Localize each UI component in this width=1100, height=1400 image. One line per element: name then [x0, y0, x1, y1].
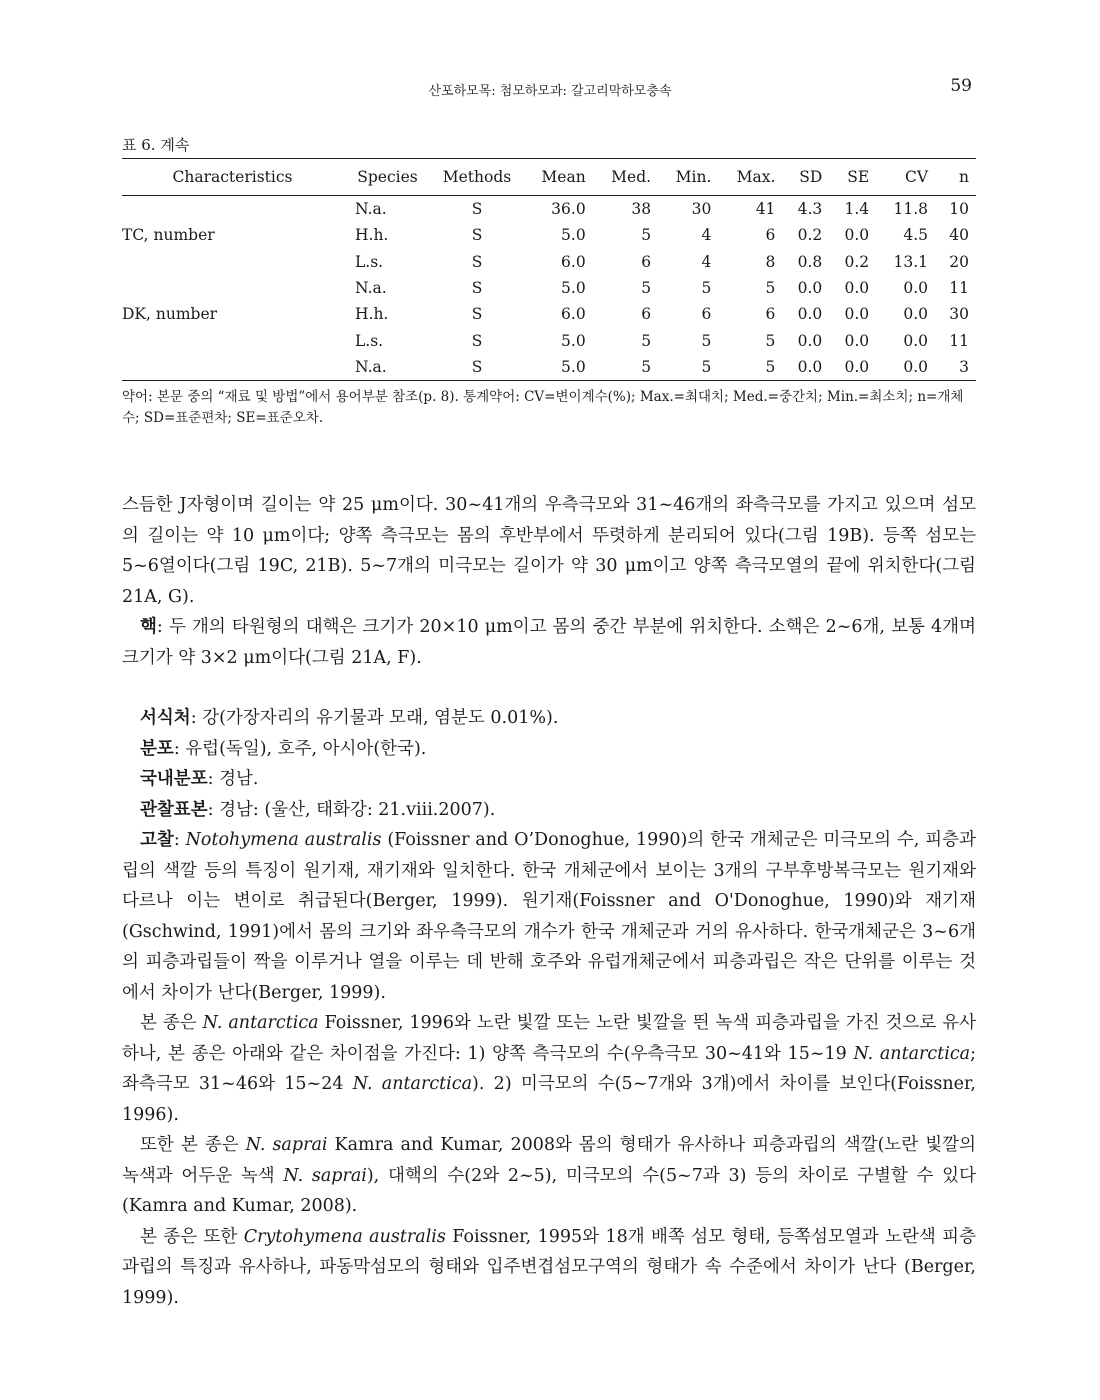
table-cell-mean: 36.0: [551, 200, 586, 219]
section-label: 서식처: [140, 708, 191, 728]
table-cell-max: 5: [765, 279, 776, 298]
paragraph-comparison-crytohymena: 본 종은 또한 Crytohymena australis Foissner, 1995와 18개 배쪽 섬모 형태, 등쪽섬모열과 노란색 피층과립의 특징과 유사하나, 파동막섬모의 형태와 입주변겹섬모구역의 형태가 속 수준에서 차이가 난다 (Berger, 1999).: [122, 1226, 976, 1308]
table-cell-cv: 4.5: [903, 226, 929, 245]
table-cell-sd: 0.0: [797, 305, 823, 324]
table-cell-med: 6: [641, 305, 652, 324]
table-cell-sd: 0.0: [782, 354, 829, 381]
table-cell-method: S: [471, 331, 483, 350]
table-cell-method: S: [471, 226, 483, 245]
page-number: 59: [950, 76, 972, 96]
table-cell-char: TC, number: [122, 226, 215, 245]
table-cell-se: 0.0: [844, 305, 870, 324]
table-cell-species: H.h.: [355, 305, 389, 324]
paragraph-specimens: 관찰표본: 경남: (울산, 태화강: 21.viii.2007).: [140, 799, 496, 820]
table-cell-min: 30: [691, 200, 712, 219]
table-body: [122, 196, 976, 381]
table-cell-char: [122, 196, 343, 223]
table-cell-char: [122, 354, 343, 381]
table-cell-species: N.a.: [355, 200, 387, 219]
paragraph-habitat: 서식처: 강(가장자리의 유기물과 모래, 염분도 0.01%).: [140, 708, 559, 728]
table-cell-sd: 0.2: [797, 226, 823, 245]
table-cell-method: S: [471, 252, 483, 271]
column-header: Med.: [593, 159, 658, 196]
table-cell-max: 5: [718, 354, 782, 381]
table-cell-mean: 6.0: [561, 305, 586, 324]
table-cell-n: 30: [949, 305, 969, 324]
column-header: Max.: [718, 159, 782, 196]
column-header: Methods: [432, 159, 522, 196]
table-cell-n: 11: [949, 279, 969, 298]
table-row: [122, 301, 976, 327]
table-cell-n: 3: [935, 354, 976, 381]
table-cell-mean: 5.0: [561, 226, 586, 245]
column-header: Characteristics: [122, 159, 343, 196]
column-header: Min.: [658, 159, 718, 196]
table-cell-min: 5: [658, 354, 718, 381]
paragraph-comparison-saprai: 또한 본 종은 N. saprai Kamra and Kumar, 2008와 몸의 형태가 유사하나 피층과립의 색깔(노란 빛깔의 녹색과 어두운 녹색 N. saprai), 대핵의 수(2와 2~5), 미극모의 수(5~7과 3) 등의 차이로 구별할 수 있다(Kamra and Kumar, 2008).: [122, 1135, 976, 1216]
section-label: 핵: [140, 617, 157, 637]
table-cell-species: L.s.: [355, 252, 384, 271]
table-cell-n: 40: [949, 226, 969, 245]
table-cell-method: S: [432, 354, 522, 381]
table-cell-sd: 0.0: [797, 331, 823, 350]
table-caption: 표 6. 계속: [122, 136, 190, 154]
table-cell-med: 5: [641, 331, 652, 350]
table-cell-cv: 0.0: [903, 305, 929, 324]
table-cell-cv: 13.1: [893, 252, 929, 271]
table-cell-cv: 11.8: [893, 200, 929, 219]
paragraph-domestic-distribution: 국내분포: 경남.: [140, 769, 259, 789]
table-cell-method: S: [471, 305, 483, 324]
table-cell-min: 5: [701, 279, 712, 298]
table-cell-mean: 5.0: [522, 354, 593, 381]
table-cell-se: 1.4: [844, 200, 870, 219]
table-cell-sd: 0.8: [797, 252, 823, 271]
table-row: [122, 196, 976, 223]
column-header: SD: [782, 159, 829, 196]
paragraph-morphology: 스듬한 J자형이며 길이는 약 25 μm이다. 30~41개의 우측극모와 31~46개의 좌측극모를 가지고 있으며 섬모의 길이는 약 10 μm이다; 양쪽 측극모는 몸의 후반부에서 뚜렷하게 분리되어 있다(그림 19B). 등쪽 섬모는 5~6열이다(그림 19C, 21B). 5~7개의 미극모는 길이가 약 30 μm이고 양쪽 측극모열의 끝에 위치한다(그림 21A, G).: [122, 495, 976, 607]
table-cell-se: 0.0: [844, 226, 870, 245]
table-cell-species: H.h.: [355, 226, 389, 245]
table-cell-method: S: [471, 200, 483, 219]
table-row: [122, 222, 976, 248]
paragraph-remarks: 고찰: Notohymena australis (Foissner and O’Donoghue, 1990)의 한국 개체군은 미극모의 수, 피층과립의 색깔 등의 특징이 원기재, 재기재와 일치한다. 한국 개체군에서 보이는 3개의 구부후방복극모는 원기재와 다르나 이는 변이로 취급된다(Berger, 1999). 원기재(Foissner and O'Donoghue, 1990)와 재기재 (Gschwind, 1991)에서 몸의 크기와 좌우측극모의 개수가 한국 개체군과 거의 유사하다. 한국개체군은 3~6개의 피층과립들이 짝을 이루거나 열을 이루는 데 반해 호주와 유럽개체군에서 피층과립은 작은 단위를 이루는 것에서 차이가 난다(Berger, 1999).: [122, 830, 976, 1003]
table-cell-max: 41: [755, 200, 776, 219]
table-footnote: 약어: 본문 중의 “재료 및 방법”에서 용어부분 참조(p. 8). 통계약어: CV=변이계수(%); Max.=최대치; Med.=중간치; Min.=최소치; n=개체수; SD=표준편차; SE=표준오차.: [122, 389, 964, 426]
table-cell-med: 5: [641, 226, 652, 245]
table-cell-med: 5: [641, 279, 652, 298]
table-cell-mean: 5.0: [561, 279, 586, 298]
table-header-row: [122, 159, 976, 196]
table-cell-n: 10: [949, 200, 969, 219]
table-row: [122, 327, 976, 353]
paragraph-nucleus: 핵: 두 개의 타원형의 대핵은 크기가 20×10 μm이고 몸의 중간 부분에 위치한다. 소핵은 2~6개, 보통 4개며 크기가 약 3×2 μm이다(그림 21A, F).: [122, 617, 976, 668]
section-label: 분포: [140, 738, 174, 759]
table-cell-max: 6: [765, 305, 776, 324]
body-text: [122, 490, 976, 1313]
table-cell-n: 11: [949, 331, 969, 350]
table-cell-mean: 5.0: [561, 331, 586, 350]
table-cell-char: [122, 275, 343, 301]
page-header: [0, 76, 1100, 100]
table-row: [122, 275, 976, 301]
table-cell-method: S: [471, 279, 483, 298]
table-cell-min: 4: [701, 226, 712, 245]
table-cell-sd: 0.0: [797, 279, 823, 298]
table-cell-med: 6: [641, 252, 652, 271]
column-header: CV: [876, 159, 935, 196]
table-cell-se: 0.2: [844, 252, 870, 271]
table-cell-char: [122, 249, 343, 275]
table-cell-max: 8: [765, 252, 776, 271]
table-cell-species: N.a.: [355, 279, 387, 298]
table-cell-cv: 0.0: [903, 331, 929, 350]
section-label: 국내분포: [140, 769, 208, 789]
table-cell-se: 0.0: [829, 354, 876, 381]
table-cell-se: 0.0: [844, 279, 870, 298]
table-cell-sd: 4.3: [797, 200, 823, 219]
section-label: 고찰: [140, 830, 174, 850]
table-cell-mean: 6.0: [561, 252, 586, 271]
data-table: [122, 158, 976, 381]
column-header: SE: [829, 159, 876, 196]
table-cell-med: 38: [631, 200, 652, 219]
table-cell-n: 20: [949, 252, 969, 271]
column-header: Species: [343, 159, 432, 196]
table-cell-cv: 0.0: [876, 354, 935, 381]
table-cell-species: N.a.: [343, 354, 432, 381]
table-cell-char: DK, number: [122, 305, 218, 324]
table-cell-med: 5: [593, 354, 658, 381]
paragraph-comparison-antarctica: 본 종은 N. antarctica Foissner, 1996와 노란 빛깔 또는 노란 빛깔을 띈 녹색 피층과립을 가진 것으로 유사하나, 본 종은 아래와 같은 차이점을 가진다: 1) 양쪽 측극모의 수(우측극모 30~41와 15~19 N. antarctica; 좌측극모 31~46와 15~24 N. antarctica). 2) 미극모의 수(5~7개와 3개)에서 차이를 보인다(Foissner, 1996).: [122, 1013, 976, 1125]
table-cell-max: 5: [765, 331, 776, 350]
table-row: [122, 249, 976, 275]
section-label: 관찰표본: [140, 799, 208, 820]
paragraph-distribution: 분포: 유럽(독일), 호주, 아시아(한국).: [140, 738, 427, 759]
table-row: [122, 354, 976, 381]
table-cell-cv: 0.0: [903, 279, 929, 298]
table-cell-min: 6: [701, 305, 712, 324]
column-header: n: [935, 159, 976, 196]
column-header: Mean: [522, 159, 593, 196]
table-cell-max: 6: [765, 226, 776, 245]
running-title: 산포하모목: 첨모하모과: 갈고리막하모충속: [428, 84, 672, 99]
table-cell-min: 4: [701, 252, 712, 271]
table-cell-char: [122, 327, 343, 353]
table-cell-se: 0.0: [844, 331, 870, 350]
table-cell-species: L.s.: [355, 331, 384, 350]
table-cell-min: 5: [701, 331, 712, 350]
